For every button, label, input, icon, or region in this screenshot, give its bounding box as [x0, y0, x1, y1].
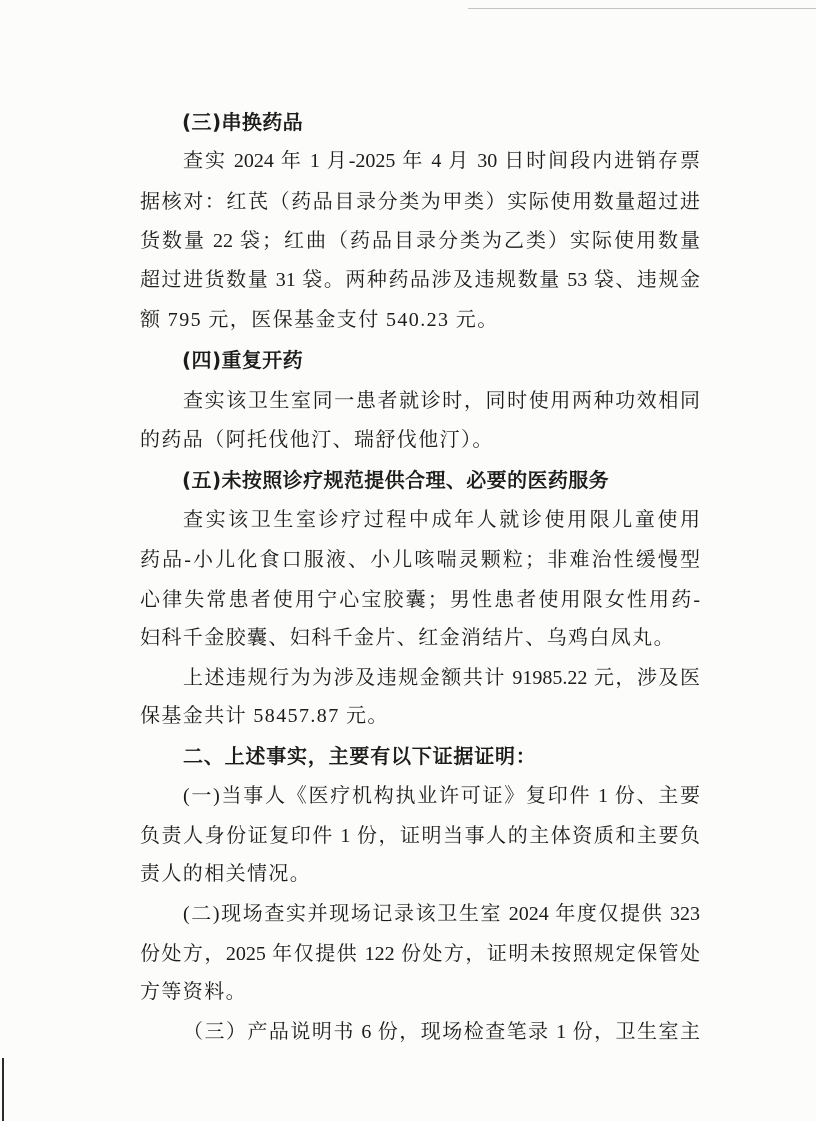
section-heading-improper-service: (五)未按照诊疗规范提供合理、必要的医药服务 [182, 468, 610, 492]
section-heading-substitute-drugs: (三)串换药品 [182, 110, 304, 134]
evidence-item-line: （三）产品说明书 6 份，现场检查笔录 1 份，卫生室主 [183, 1021, 700, 1043]
evidence-item-line: 责人的相关情况。 [140, 863, 312, 885]
scan-edge-line-left [2, 1058, 4, 1121]
evidence-item-line: (二)现场查实并现场记录该卫生室 2024 年度仅提供 323 [183, 903, 700, 925]
paragraph-line: 药品-小儿化食口服液、小儿咳喘灵颗粒；非难治性缓慢型 [140, 549, 700, 571]
evidence-item-line: 负责人身份证复印件 1 份，证明当事人的主体资质和主要负 [140, 825, 700, 847]
paragraph-line: 超过进货数量 31 袋。两种药品涉及违规数量 53 袋、违规金 [140, 269, 700, 291]
scan-edge-line-top [468, 8, 816, 9]
evidence-heading: 二、上述事实，主要有以下证据证明： [183, 744, 537, 768]
paragraph-line: 的药品（阿托伐他汀、瑞舒伐他汀）。 [140, 429, 494, 451]
paragraph-line: 心律失常患者使用宁心宝胶囊；男性患者使用限女性用药- [140, 589, 700, 611]
paragraph-line: 额 795 元，医保基金支付 540.23 元。 [140, 309, 499, 331]
paragraph-line: 货数量 22 袋；红曲（药品目录分类为乙类）实际使用数量 [140, 230, 700, 252]
paragraph-line: 查实 2024 年 1 月-2025 年 4 月 30 日时间段内进销存票 [183, 150, 700, 172]
paragraph-line: 妇科千金胶囊、妇科千金片、红金消结片、乌鸡白凤丸。 [140, 627, 675, 649]
evidence-item-line: 方等资料。 [140, 981, 247, 1003]
evidence-item-line: 份处方，2025 年仅提供 122 份处方，证明未按照规定保管处 [140, 943, 700, 965]
paragraph-line: 查实该卫生室诊疗过程中成年人就诊使用限儿童使用 [183, 509, 700, 531]
summary-line: 上述违规行为为涉及违规金额共计 91985.22 元，涉及医 [183, 667, 700, 689]
paragraph-line: 据核对：红芪（药品目录分类为甲类）实际使用数量超过进 [140, 191, 700, 213]
section-heading-duplicate-prescription: (四)重复开药 [182, 348, 304, 372]
summary-line: 保基金共计 58457.87 元。 [140, 705, 389, 727]
paragraph-line: 查实该卫生室同一患者就诊时，同时使用两种功效相同 [183, 390, 700, 412]
evidence-item-line: (一)当事人《医疗机构执业许可证》复印件 1 份、主要 [183, 785, 700, 807]
